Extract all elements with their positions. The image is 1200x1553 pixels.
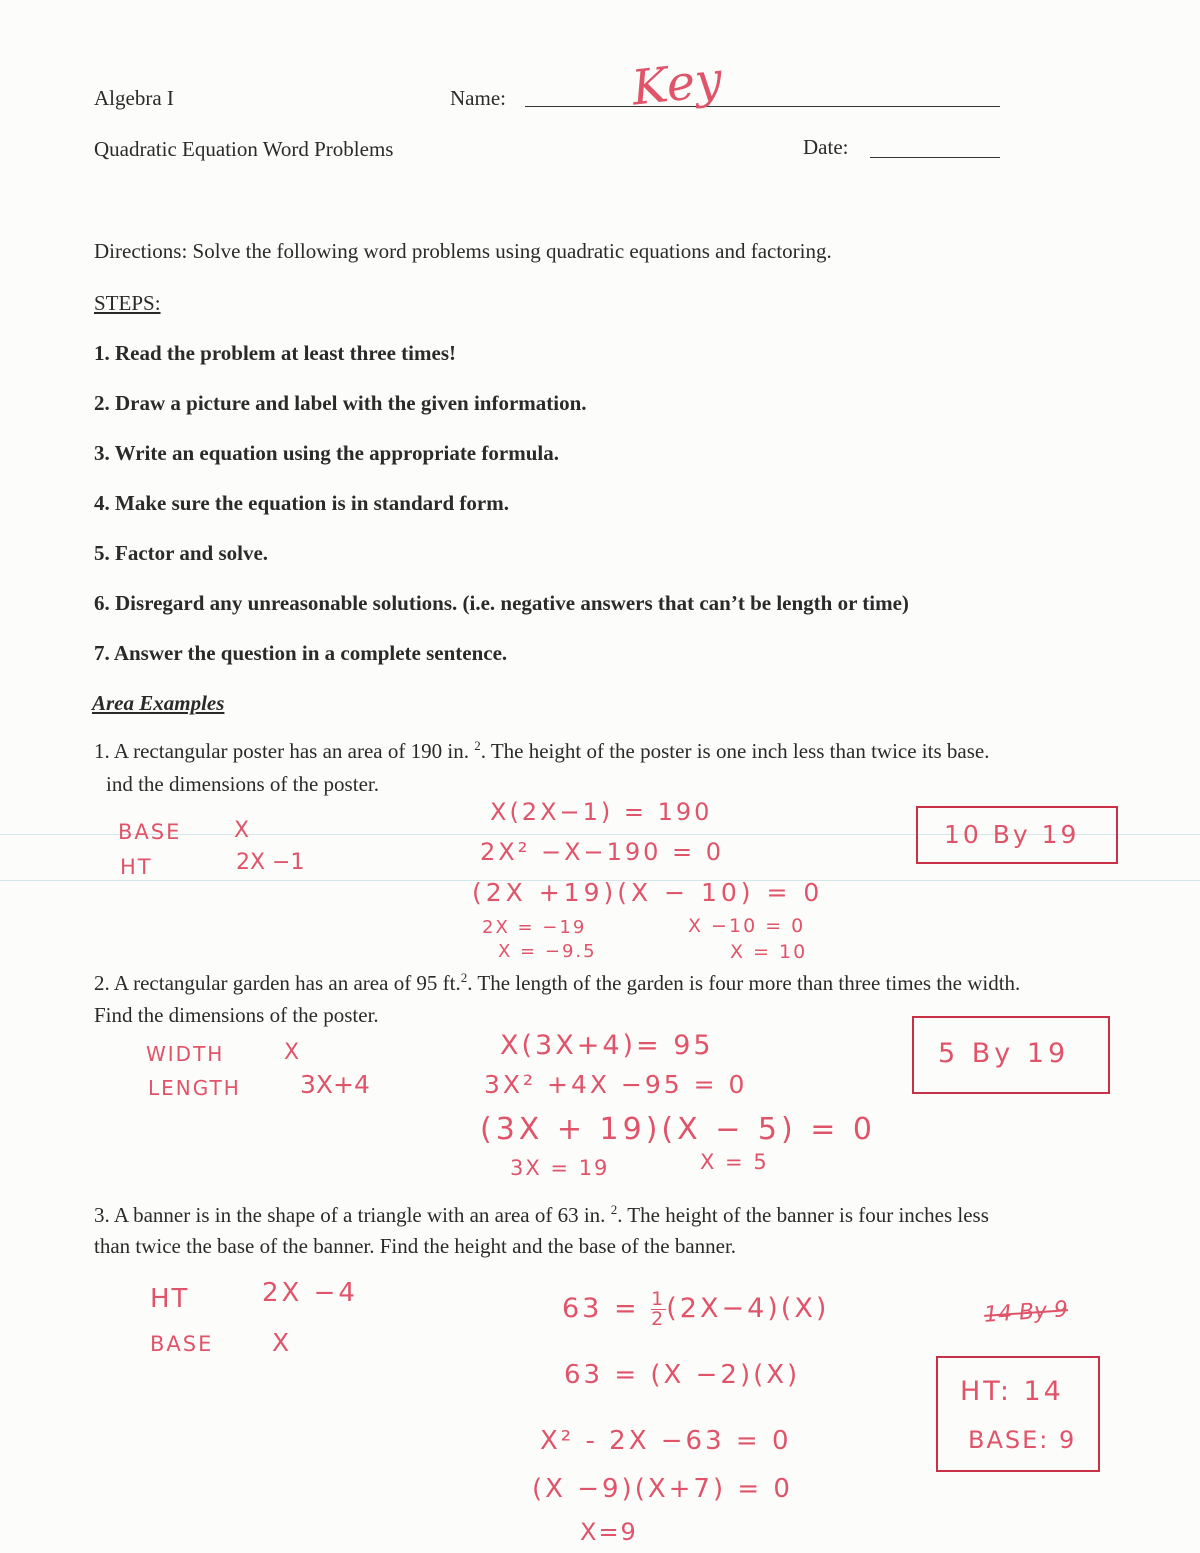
p1-work-line: (2X +19)(X − 10) = 0 — [472, 878, 824, 907]
p1-base-expr: X — [234, 818, 250, 843]
name-line — [525, 106, 1000, 107]
p3-answer-box — [936, 1356, 1100, 1472]
problem-2-line-2: Find the dimensions of the poster. — [94, 1003, 379, 1027]
p1-work-line: X(2X−1) = 190 — [490, 798, 713, 826]
p3-base-expr: X — [272, 1328, 290, 1357]
p1-answer-box — [916, 806, 1118, 864]
p3-work-line: 63 = (X −2)(X) — [564, 1360, 801, 1390]
date-line — [870, 157, 1000, 158]
name-value-handwritten: Key — [629, 51, 725, 117]
step-item: 4. Make sure the equation is in standard form. — [94, 491, 509, 515]
worksheet-title: Quadratic Equation Word Problems — [94, 137, 394, 161]
problem-3-line-2: than twice the base of the banner. Find the height and the base of the banner. — [94, 1234, 737, 1258]
step-item: 1. Read the problem at least three times! — [94, 341, 456, 365]
problem-1-line-1: 1. A rectangular poster has an area of 190 in. $^2$. The height of the poster is one inch less than twice its base. — [94, 738, 990, 763]
p2-solution: 3X = 19 — [510, 1156, 610, 1180]
p2-length-expr: 3X+4 — [300, 1070, 370, 1099]
p2-work-line: X(3X+4)= 95 — [500, 1030, 714, 1061]
p3-base-label: BASE — [150, 1332, 214, 1356]
step-item: 7. Answer the question in a complete sentence. — [94, 641, 508, 665]
p2-length-label: LENGTH — [148, 1076, 241, 1100]
directions: Directions: Solve the following word problems using quadratic equations and factoring. — [94, 239, 832, 263]
step-item: 6. Disregard any unreasonable solutions. (i.e. negative answers that can’t be length or time) — [94, 591, 909, 615]
step-item: 3. Write an equation using the appropriate formula. — [94, 441, 559, 465]
steps-heading: STEPS: — [94, 291, 161, 315]
p1-ht-label: HT — [120, 855, 153, 879]
problem-3-line-1: 3. A banner is in the shape of a triangle with an area of 63 in. $^2$. The height of the banner is four inches less — [94, 1202, 989, 1227]
p3-ht-expr: 2X −4 — [262, 1278, 358, 1308]
p2-work-line: (3X + 19)(X − 5) = 0 — [480, 1112, 876, 1147]
section-heading: Area Examples — [92, 691, 225, 715]
p2-solution: X = 5 — [700, 1150, 769, 1174]
p2-work-line: 3X² +4X −95 = 0 — [484, 1070, 748, 1099]
p3-answer-base: BASE: 9 — [968, 1426, 1077, 1454]
p3-ht-label: HT — [150, 1284, 190, 1314]
name-label: Name: — [450, 86, 506, 110]
step-item: 5. Factor and solve. — [94, 541, 269, 565]
p1-work-line: 2X² −X−190 = 0 — [480, 838, 725, 866]
p3-scratched-answer: 14 By 9 — [983, 1297, 1069, 1328]
p1-solution: X = 10 — [730, 941, 808, 963]
p3-answer-ht: HT: 14 — [960, 1376, 1064, 1407]
problem-2-line-1: 2. A rectangular garden has an area of 95 ft.$^2$. The length of the garden is four more than three times the width. — [94, 970, 1021, 995]
p3-work-line: (X −9)(X+7) = 0 — [532, 1474, 793, 1504]
p3-work-line-1: 63 = $\frac{1}{2}$ (2X−4)(X) — [562, 1288, 830, 1330]
p2-answer-box — [912, 1016, 1110, 1094]
p1-answer: 10 By 19 — [944, 820, 1080, 849]
p1-solution: X −10 = 0 — [688, 915, 806, 937]
p2-answer: 5 By 19 — [938, 1038, 1070, 1069]
p1-base-label: BASE — [118, 820, 182, 844]
p2-width-expr: X — [284, 1040, 300, 1065]
p1-solution: X = −9.5 — [498, 941, 597, 962]
p3-solution: X=9 — [580, 1518, 638, 1546]
step-item: 2. Draw a picture and label with the given information. — [94, 391, 587, 415]
course-title: Algebra I — [94, 86, 174, 110]
p3-work-line: X² - 2X −63 = 0 — [540, 1426, 792, 1456]
p2-width-label: WIDTH — [146, 1042, 225, 1066]
p1-solution: 2X = −19 — [482, 917, 587, 938]
problem-1-line-2: ind the dimensions of the poster. — [106, 772, 379, 796]
date-label: Date: — [803, 135, 849, 159]
p1-ht-expr: 2X −1 — [236, 850, 305, 875]
